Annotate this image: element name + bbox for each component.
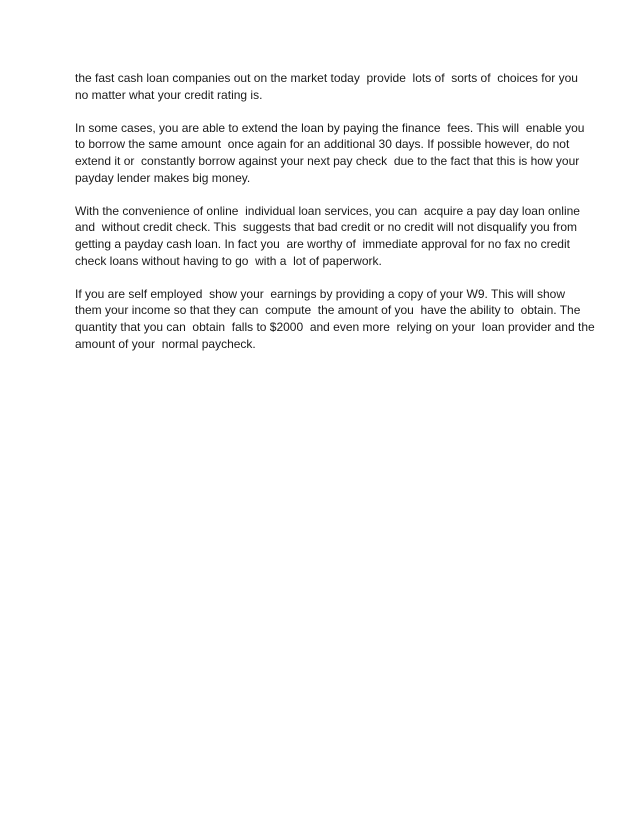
- text-line: If you are self employed show your earnings by providing a copy of your W9. This will show: [75, 286, 566, 301]
- document-body: [75, 70, 595, 369]
- text-line: them your income so that they can compute the amount of you have the ability to obtain. The: [75, 303, 581, 318]
- text-line: to borrow the same amount once again for an additional 30 days. If possible however, do not: [75, 137, 570, 152]
- text-line: check loans without having to go with a lot of paperwork.: [75, 253, 382, 268]
- paragraph: [75, 120, 595, 186]
- paragraph: [75, 286, 595, 352]
- text-line: and without credit check. This suggests that bad credit or no credit will not disqualify you from: [75, 220, 578, 235]
- text-line: payday lender makes big money.: [75, 170, 251, 185]
- paragraph: [75, 70, 595, 103]
- text-line: With the convenience of online individual loan services, you can acquire a pay day loan online: [75, 203, 580, 218]
- text-line: no matter what your credit rating is.: [75, 87, 263, 102]
- text-line: amount of your normal paycheck.: [75, 336, 256, 351]
- text-line: In some cases, you are able to extend the loan by paying the finance fees. This will enable you: [75, 120, 585, 135]
- text-line: extend it or constantly borrow against your next pay check due to the fact that this is how your: [75, 153, 580, 168]
- text-line: getting a payday cash loan. In fact you are worthy of immediate approval for no fax no credit: [75, 236, 570, 251]
- paragraph: [75, 203, 595, 269]
- text-line: quantity that you can obtain falls to $2000 and even more relying on your loan provider and the: [75, 319, 595, 334]
- text-line: the fast cash loan companies out on the market today provide lots of sorts of choices for you: [75, 71, 578, 85]
